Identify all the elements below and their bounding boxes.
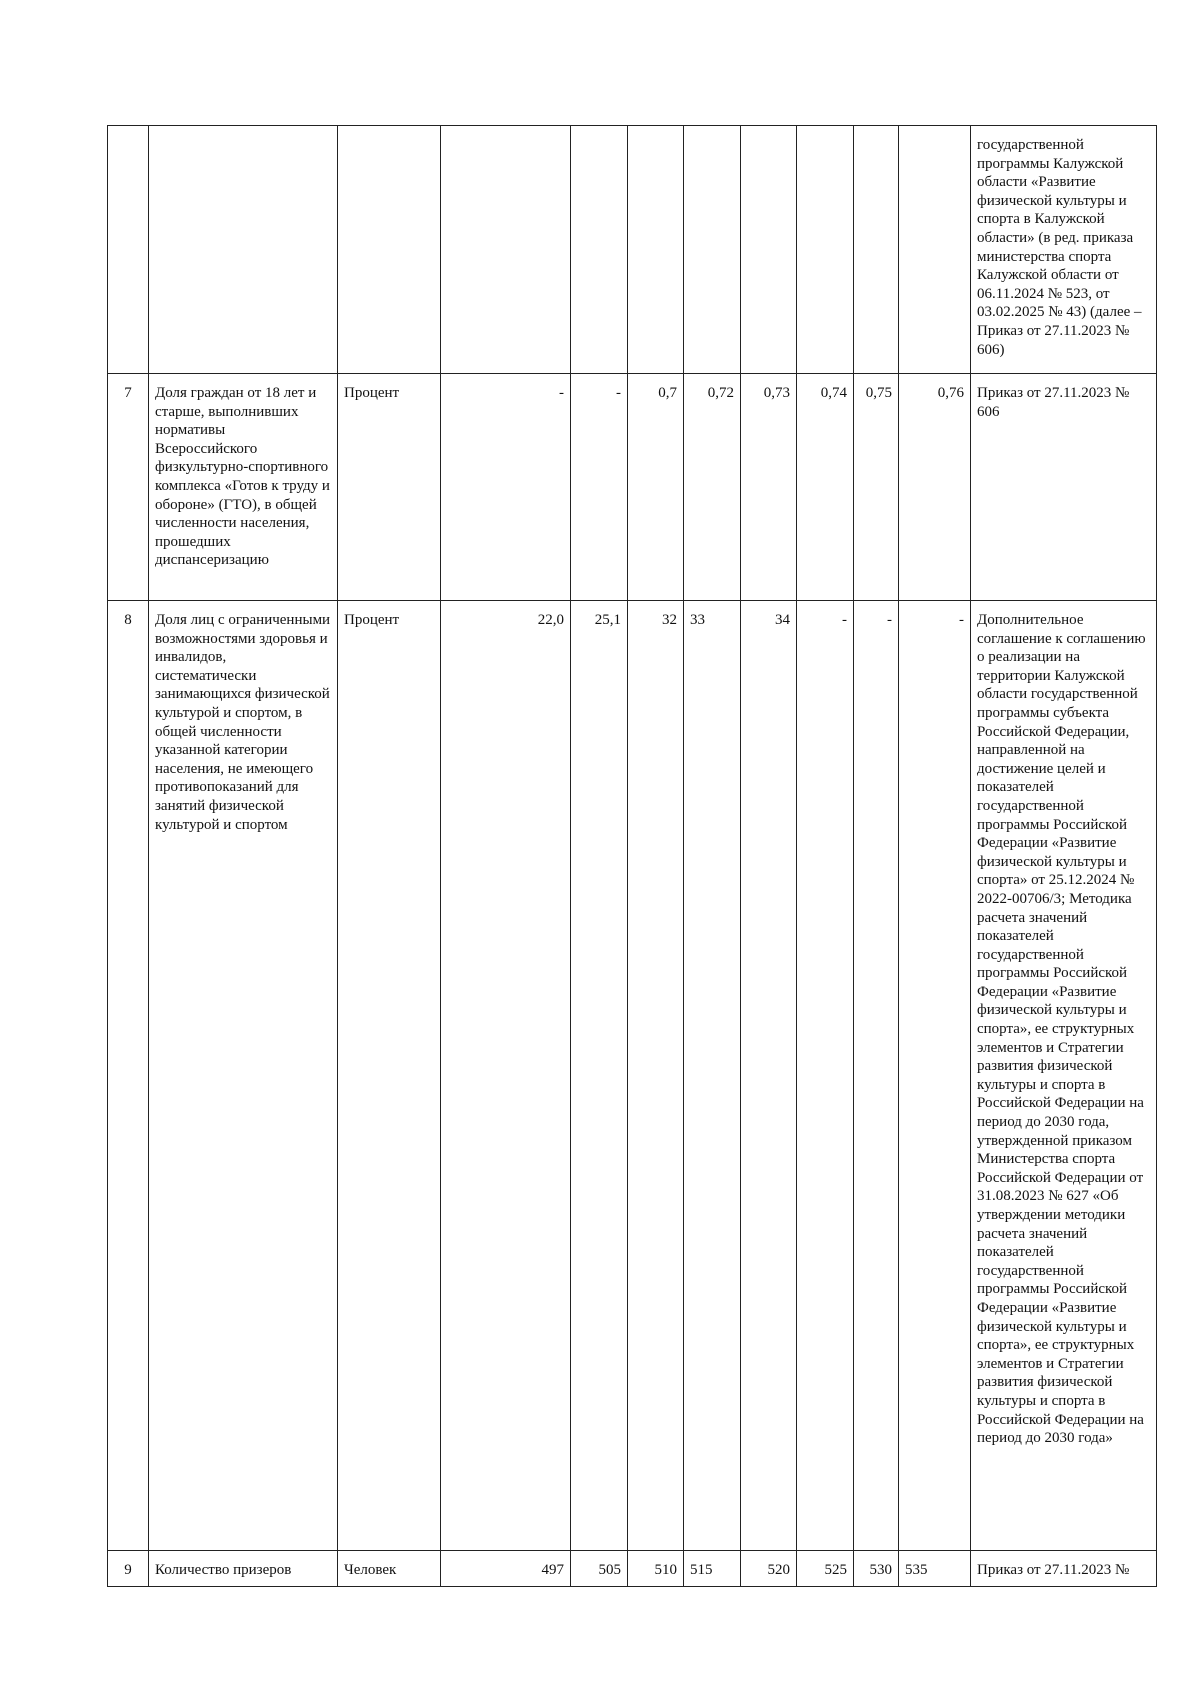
value-cell: 505 (571, 1551, 628, 1587)
table-row (108, 374, 1157, 601)
value-cell (854, 126, 899, 374)
value-cell: - (441, 374, 571, 601)
source-document: Дополнительное соглашение к соглашению о реализации на территории Калужской области государственной программы субъекта Российской Федерации, направленной на достижение целей и показателей государственной программы Российской Федерации «Развитие физической культуры и спорта» от 25.12.2024 № 2022-00706/3; Методика расчета значений показателей государственной программы Российской Федерации «Развитие физической культуры и спорта», ее структурных элементов и Стратегии развития физической культуры и спорта в Российской Федерации на период до 2030 года, утвержденной приказом Министерства спорта Российской Федерации от 31.08.2023 № 627 «Об утверждении методики расчета значений показателей государственной программы Российской Федерации «Развитие физической культуры и спорта», ее структурных элементов и Стратегии развития физической культуры и спорта в Российской Федерации на период до 2030 года» (971, 601, 1157, 1551)
value-cell (899, 126, 971, 374)
value-cell (797, 126, 854, 374)
table-row (108, 126, 1157, 374)
indicators-table (107, 125, 1157, 1587)
value-cell: 510 (628, 1551, 684, 1587)
indicator-name: Количество призеров (149, 1551, 338, 1587)
indicator-name: Доля лиц с ограниченными возможностями здоровья и инвалидов, систематически занимающихся физической культурой и спортом, в общей численности указанной категории населения, не имеющего противопоказаний для занятий физической культурой и спортом (149, 601, 338, 1551)
unit-of-measure: Человек (338, 1551, 441, 1587)
value-cell: 0,75 (854, 374, 899, 601)
value-cell: 33 (684, 601, 741, 1551)
value-cell: 530 (854, 1551, 899, 1587)
value-cell: 0,74 (797, 374, 854, 601)
value-cell: 525 (797, 1551, 854, 1587)
value-cell: 0,73 (741, 374, 797, 601)
row-number: 9 (108, 1551, 149, 1587)
value-cell: 22,0 (441, 601, 571, 1551)
value-cell: 515 (684, 1551, 741, 1587)
indicator-name (149, 126, 338, 374)
value-cell: 25,1 (571, 601, 628, 1551)
value-cell (571, 126, 628, 374)
value-cell: 34 (741, 601, 797, 1551)
row-number: 8 (108, 601, 149, 1551)
value-cell: - (797, 601, 854, 1551)
source-document: Приказ от 27.11.2023 № (971, 1551, 1157, 1587)
source-document: государственной программы Калужской области «Развитие физической культуры и спорта в Калужской области» (в ред. приказа министерства спорта Калужской области от 06.11.2024 № 523, от 03.02.2025 № 43) (далее – Приказ от 27.11.2023 № 606) (971, 126, 1157, 374)
table-row (108, 601, 1157, 1551)
table-row (108, 1551, 1157, 1587)
unit-of-measure (338, 126, 441, 374)
value-cell: 520 (741, 1551, 797, 1587)
value-cell: - (854, 601, 899, 1551)
unit-of-measure: Процент (338, 374, 441, 601)
row-number (108, 126, 149, 374)
value-cell: - (571, 374, 628, 601)
value-cell: 0,76 (899, 374, 971, 601)
value-cell: 535 (899, 1551, 971, 1587)
value-cell (741, 126, 797, 374)
value-cell (628, 126, 684, 374)
indicator-name: Доля граждан от 18 лет и старше, выполнивших нормативы Всероссийского физкультурно-спортивного комплекса «Готов к труду и обороне» (ГТО), в общей численности населения, прошедших диспансеризацию (149, 374, 338, 601)
value-cell: 0,72 (684, 374, 741, 601)
value-cell: 0,7 (628, 374, 684, 601)
value-cell (441, 126, 571, 374)
value-cell (684, 126, 741, 374)
unit-of-measure: Процент (338, 601, 441, 1551)
row-number: 7 (108, 374, 149, 601)
value-cell: 32 (628, 601, 684, 1551)
value-cell: 497 (441, 1551, 571, 1587)
source-document: Приказ от 27.11.2023 № 606 (971, 374, 1157, 601)
value-cell: - (899, 601, 971, 1551)
